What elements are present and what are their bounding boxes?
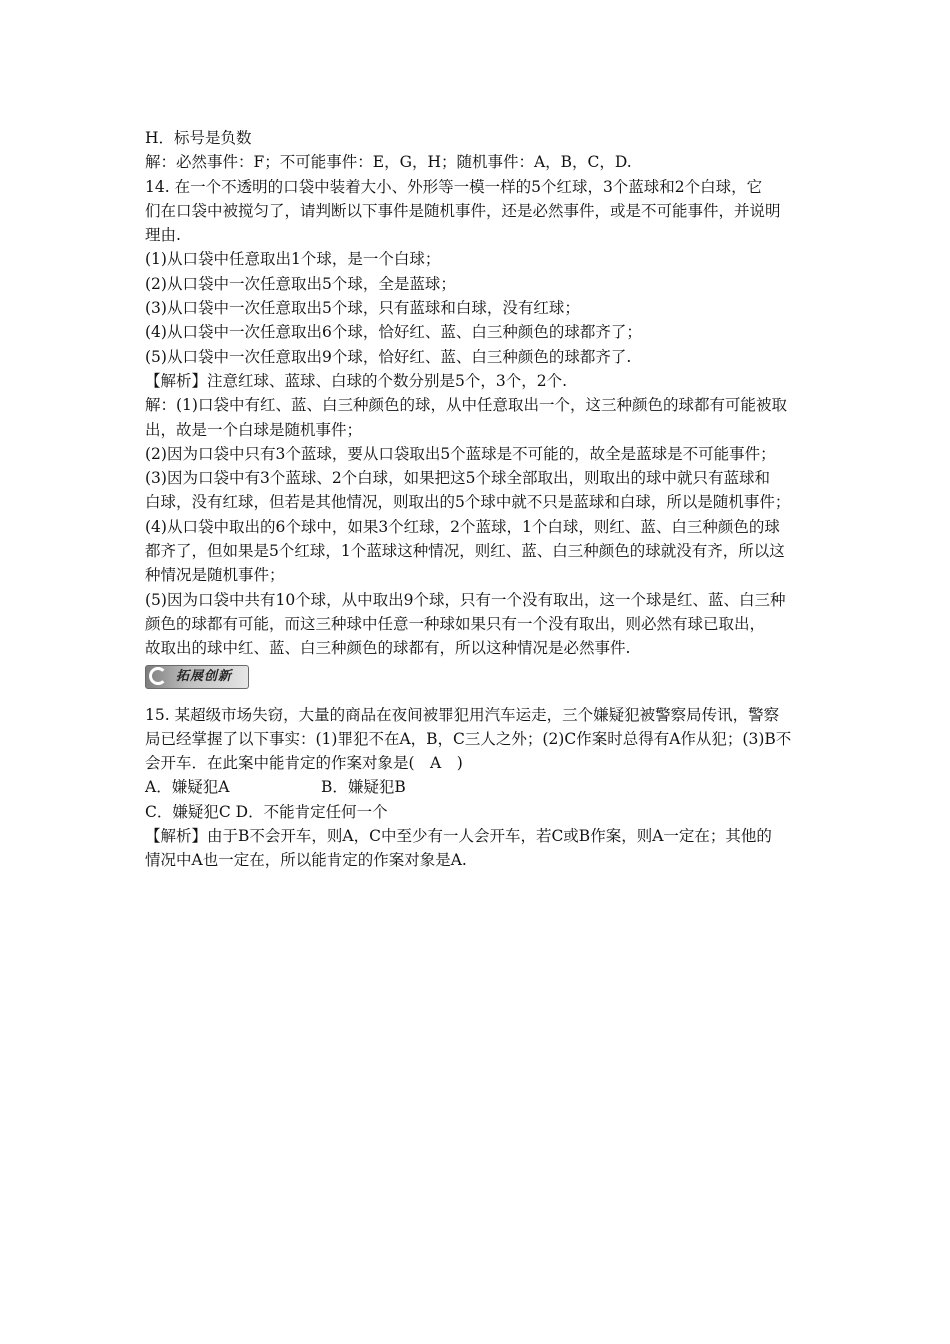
- sub-question-2: (2)从口袋中一次任意取出5个球，全是蓝球；: [145, 274, 456, 293]
- solution-line: 白球，没有红球，但若是其他情况，则取出的5个球中就不只是蓝球和白球，所以是随机事件；: [145, 493, 791, 512]
- choice-row: [145, 775, 815, 799]
- question-14-line: 14. 在一个不透明的口袋中装着大小、外形等一模一样的5个红球，3个蓝球和2个白球，它: [145, 177, 763, 196]
- solution-line: 颜色的球都有可能，而这三种球中任意一种球如果只有一个没有取出，则必然有球已取出，: [145, 614, 766, 633]
- sub-question-5: (5)从口袋中一次任意取出9个球，恰好红、蓝、白三种颜色的球都齐了.: [145, 347, 632, 366]
- banner-badge: [145, 665, 249, 689]
- choice-b: B．嫌疑犯B: [321, 778, 406, 797]
- solution-line: (3)因为口袋中有3个蓝球、2个白球，如果把这5个球全部取出，则取出的球中就只有蓝球和: [145, 469, 771, 488]
- sub-question-3: (3)从口袋中一次任意取出5个球，只有蓝球和白球，没有红球；: [145, 299, 580, 318]
- solution-line: 解：(1)口袋中有红、蓝、白三种颜色的球，从中任意取出一个，这三种颜色的球都有可能被取: [145, 396, 787, 415]
- choice-a: A．嫌疑犯A: [145, 778, 230, 797]
- analysis-line: 情况中A也一定在，所以能肯定的作案对象是A.: [145, 851, 467, 870]
- question-14-line: 们在口袋中被搅匀了，请判断以下事件是随机事件，还是必然事件，或是不可能事件，并说明: [145, 201, 781, 220]
- solution-line: (5)因为口袋中共有10个球，从中取出9个球，只有一个没有取出，这一个球是红、蓝、白三种: [145, 590, 786, 609]
- solution-line: 都齐了，但如果是5个红球，1个蓝球这种情况，则红、蓝、白三种颜色的球就没有齐，所以这: [145, 542, 785, 561]
- solution-line: (4)从口袋中取出的6个球中，如果3个红球，2个蓝球，1个白球，则红、蓝、白三种颜色的球: [145, 517, 780, 536]
- choice-c-d: C．嫌疑犯C D．不能肯定任何一个: [145, 802, 388, 821]
- section-banner: [145, 663, 815, 691]
- question-15-line: 15. 某超级市场失窃，大量的商品在夜间被罪犯用汽车运走，三个嫌疑犯被警察局传讯，警察: [145, 705, 780, 724]
- question-14-line: 理由.: [145, 226, 181, 245]
- c-logo-icon: [149, 667, 167, 685]
- document-content: [145, 126, 815, 873]
- banner-label: 拓展创新: [176, 668, 233, 684]
- sub-question-4: (4)从口袋中一次任意取出6个球，恰好红、蓝、白三种颜色的球都齐了；: [145, 323, 642, 342]
- sub-question-1: (1)从口袋中任意取出1个球，是一个白球；: [145, 250, 441, 269]
- analysis-line: 【解析】由于B不会开车，则A，C中至少有一人会开车，若C或B作案，则A一定在；其他的: [145, 827, 772, 846]
- text-line: 解：必然事件：F；不可能事件：E，G，H；随机事件：A，B，C，D.: [145, 153, 632, 172]
- solution-line: 出，故是一个白球是随机事件；: [145, 420, 363, 439]
- solution-line: 种情况是随机事件；: [145, 566, 285, 585]
- solution-line: 故取出的球中红、蓝、白三种颜色的球都有，所以这种情况是必然事件.: [145, 639, 631, 658]
- question-15-line: 局已经掌握了以下事实：(1)罪犯不在A，B，C三人之外；(2)C作案时总得有A作从犯；(3)B不: [145, 729, 792, 748]
- solution-line: (2)因为口袋中只有3个蓝球，要从口袋取出5个蓝球是不可能的，故全是蓝球是不可能事件；: [145, 444, 776, 463]
- analysis-line: 【解析】注意红球、蓝球、白球的个数分别是5个，3个，2个.: [145, 371, 568, 390]
- text-line: H．标号是负数: [145, 129, 252, 147]
- question-15-line: 会开车．在此案中能肯定的作案对象是( A ): [145, 754, 463, 773]
